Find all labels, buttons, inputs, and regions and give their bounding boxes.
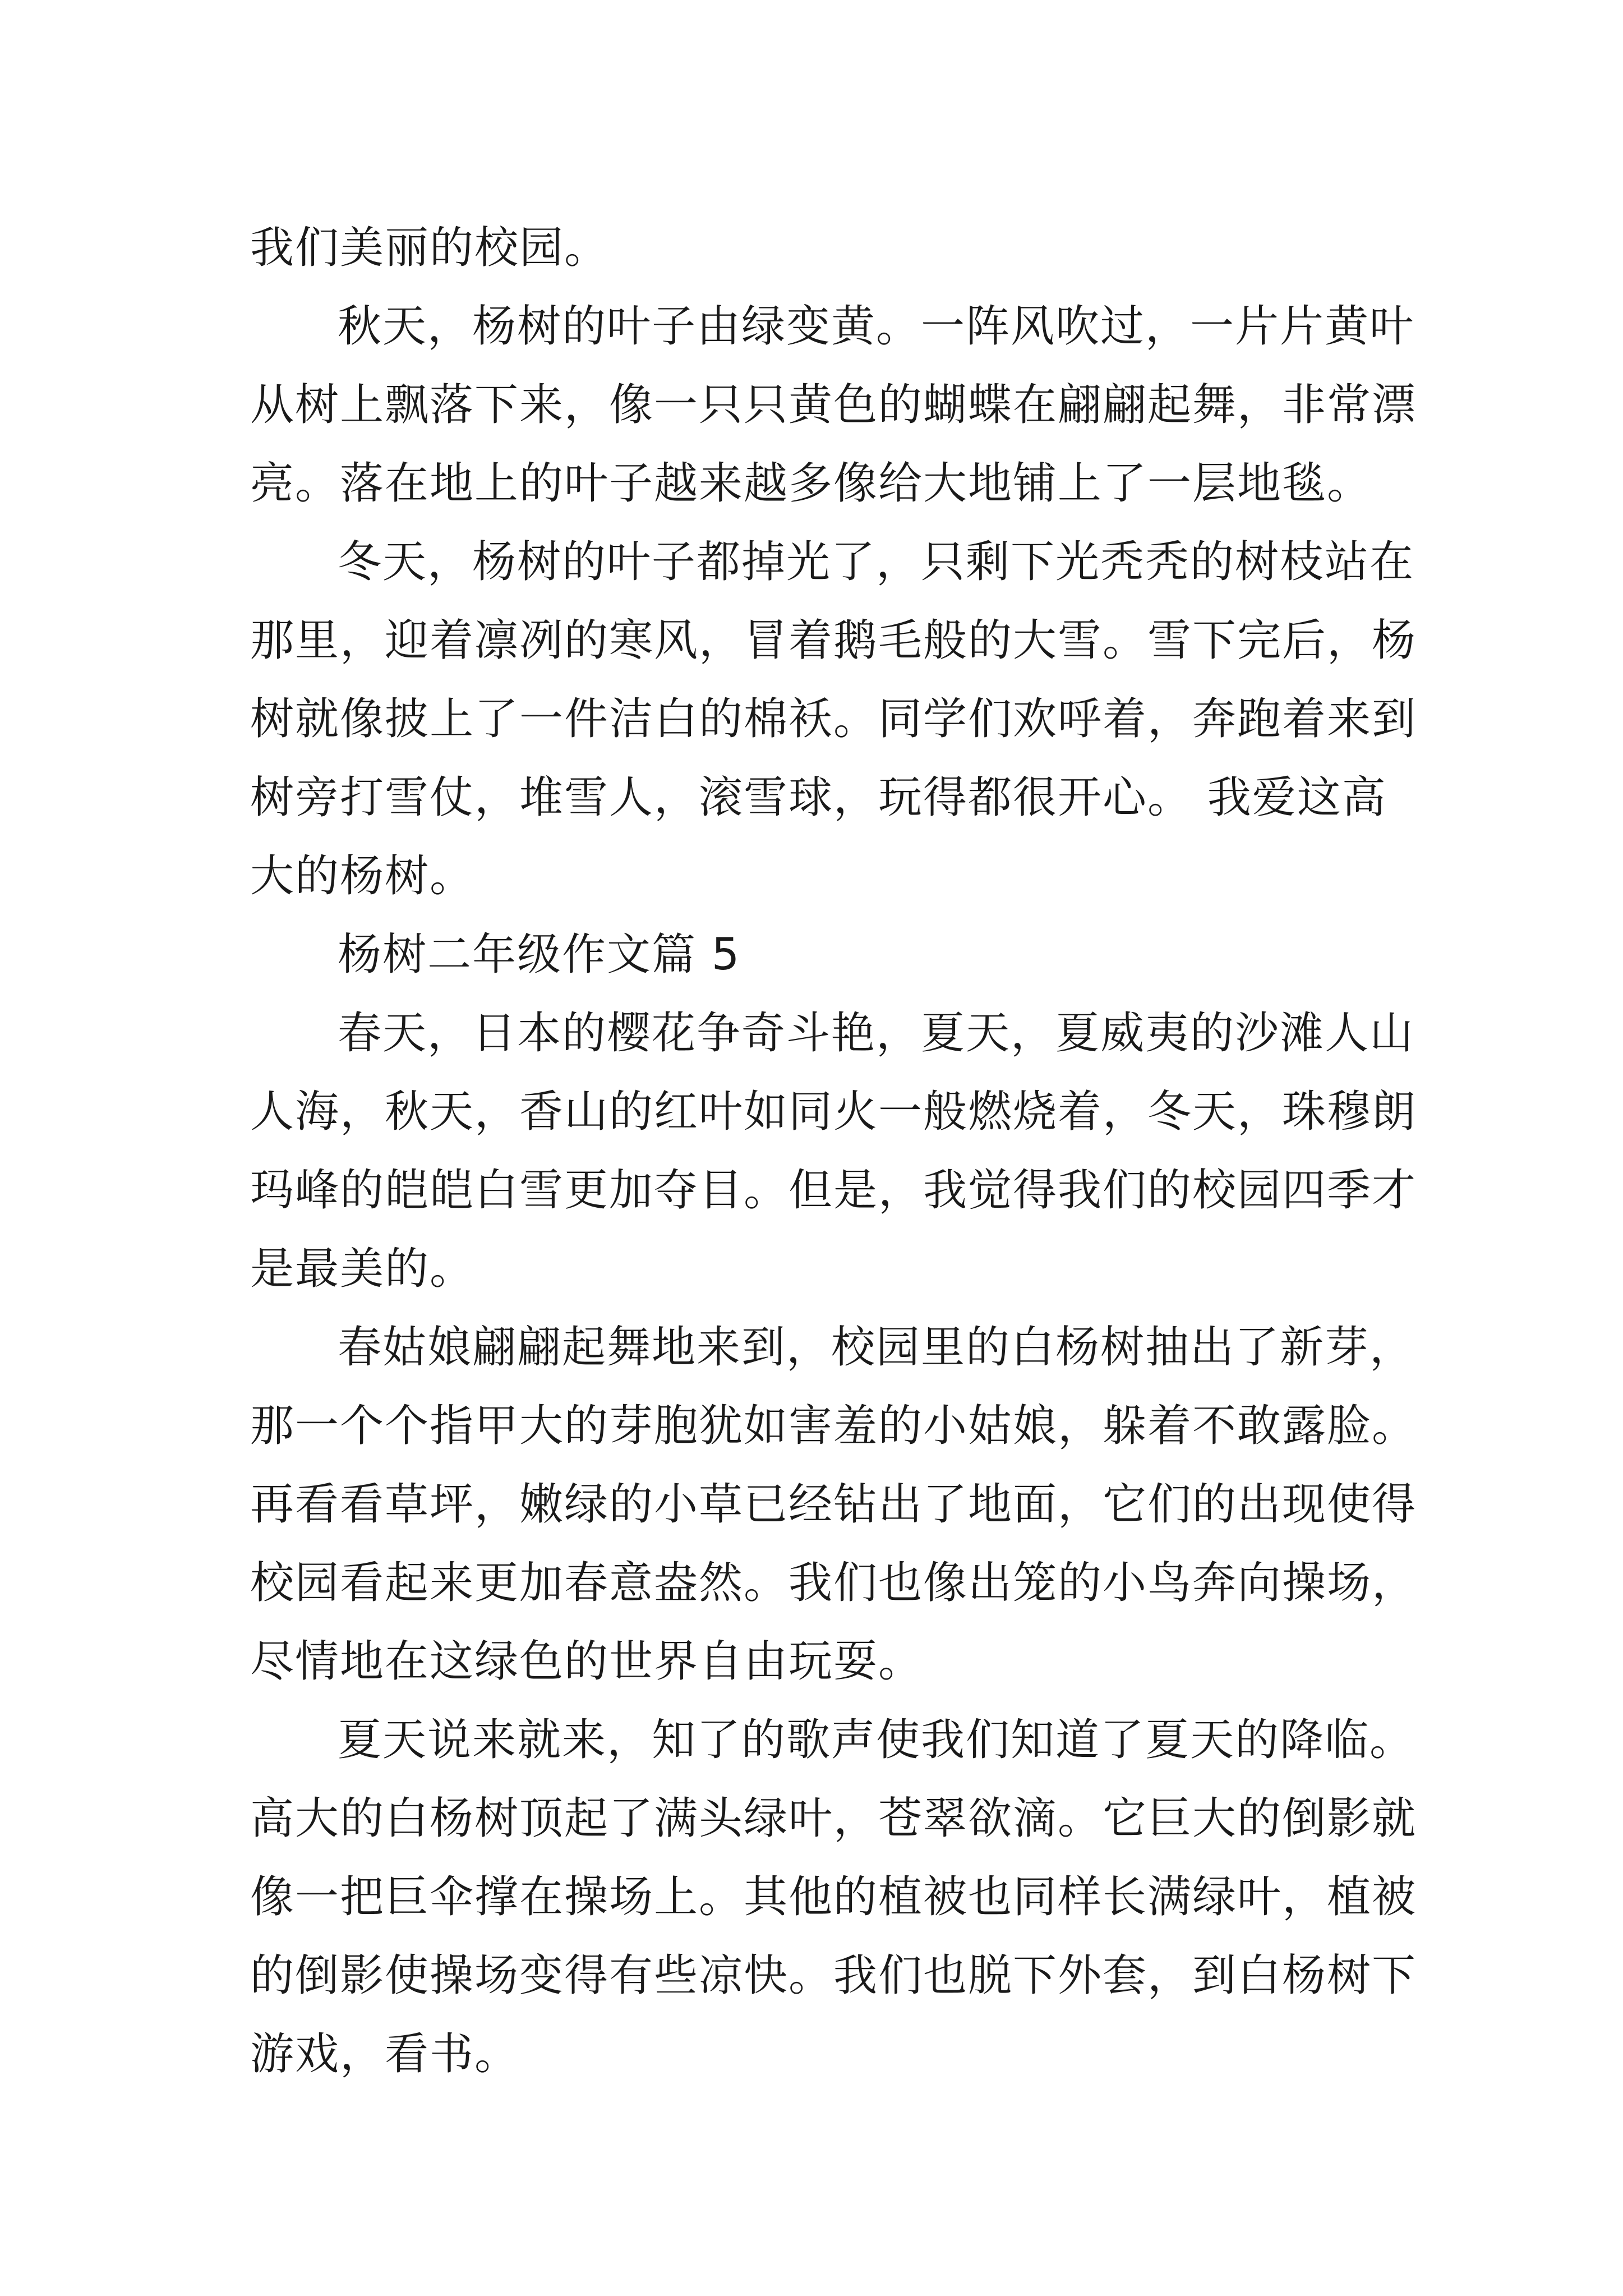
paragraph-start-line: 春姑娘翩翩起舞地来到，校园里的白杨树抽出了新芽， — [338, 1322, 1415, 1373]
text-line: 那里，迎着凛冽的寒风，冒着鹅毛般的大雪。雪下完后，杨 — [250, 615, 1417, 666]
section-heading: 杨树二年级作文篇 5 — [338, 930, 741, 980]
paragraph-start-line: 春天，日本的樱花争奇斗艳，夏天，夏威夷的沙滩人山 — [338, 1008, 1415, 1059]
text-line: 尽情地在这绿色的世界自由玩耍。 — [250, 1636, 924, 1687]
text-line: 亮。落在地上的叶子越来越多像给大地铺上了一层地毯。 — [250, 458, 1372, 509]
text-line: 高大的白杨树顶起了满头绿叶，苍翠欲滴。它巨大的倒影就 — [250, 1793, 1417, 1844]
text-line: 是最美的。 — [250, 1244, 475, 1294]
text-line: 的倒影使操场变得有些凉快。我们也脱下外套，到白杨树下 — [250, 1950, 1417, 2001]
paragraph-start-line: 冬天，杨树的叶子都掉光了，只剩下光秃秃的树枝站在 — [338, 537, 1415, 587]
text-line: 玛峰的皑皑白雪更加夺目。但是，我觉得我们的校园四季才 — [250, 1165, 1417, 1216]
text-line: 像一把巨伞撑在操场上。其他的植被也同样长满绿叶，植被 — [250, 1872, 1417, 1922]
paragraph-start-line: 夏天说来就来，知了的歌声使我们知道了夏天的降临。 — [338, 1715, 1415, 1765]
text-line: 校园看起来更加春意盎然。我们也像出笼的小鸟奔向操场， — [250, 1558, 1417, 1608]
text-line: 那一个个指甲大的芽胞犹如害羞的小姑娘，躲着不敢露脸。 — [250, 1401, 1417, 1451]
paragraph-start-line: 秋天，杨树的叶子由绿变黄。一阵风吹过，一片片黄叶 — [338, 301, 1415, 352]
text-line: 人海，秋天，香山的红叶如同火一般燃烧着，冬天，珠穆朗 — [250, 1087, 1417, 1137]
text-line: 树就像披上了一件洁白的棉袄。同学们欢呼着，奔跑着来到 — [250, 694, 1417, 744]
text-line: 我们美丽的校园。 — [250, 223, 610, 273]
text-line: 游戏，看书。 — [250, 2029, 520, 2079]
text-line: 再看看草坪，嫩绿的小草已经钻出了地面，它们的出现使得 — [250, 1479, 1417, 1530]
text-line: 大的杨树。 — [250, 851, 475, 901]
text-line: 从树上飘落下来，像一只只黄色的蝴蝶在翩翩起舞，非常漂 — [250, 380, 1417, 430]
text-line: 树旁打雪仗，堆雪人，滚雪球，玩得都很开心。 我爱这高 — [250, 772, 1387, 823]
